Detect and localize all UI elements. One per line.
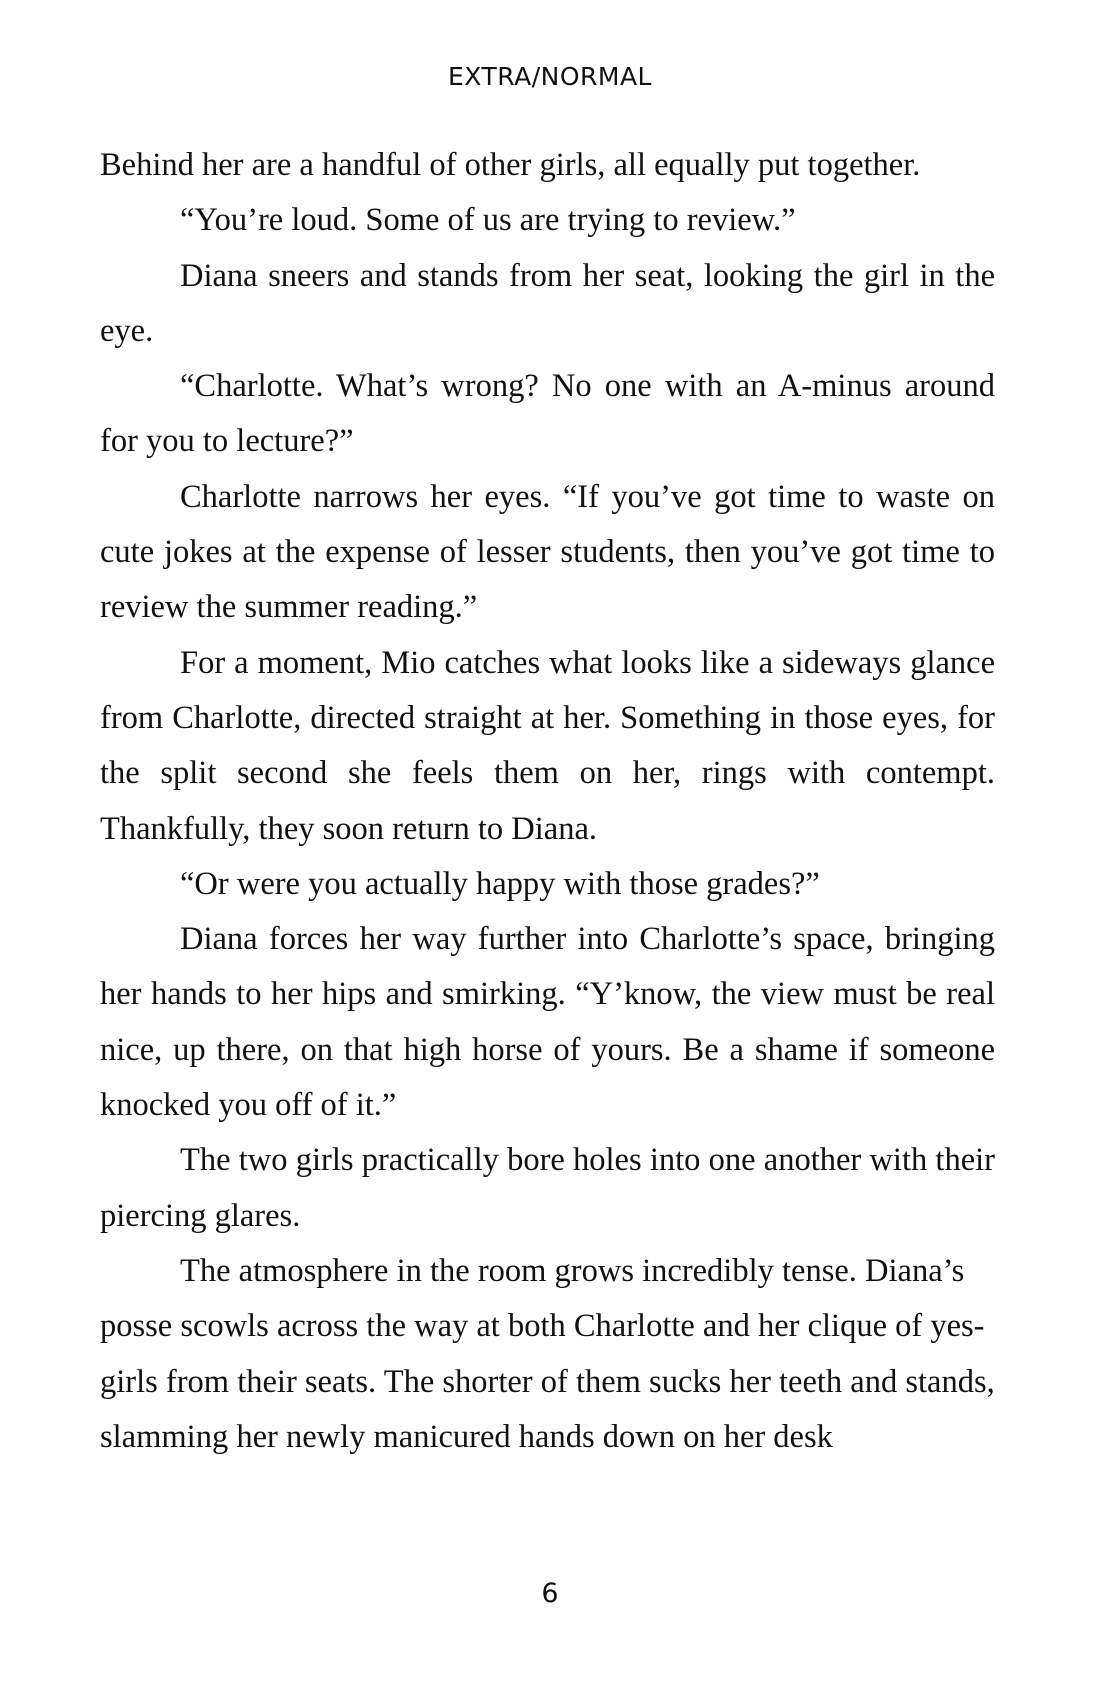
paragraph: “Or were you actually happy with those grades?”: [180, 865, 820, 902]
paragraph: Charlotte narrows her eyes. “If you’ve got time to waste on cute jokes at the expense of lesser students, then you’ve got time to review the summer reading.”: [100, 478, 995, 626]
paragraph: “Charlotte. What’s wrong? No one with an A-minus around for you to lecture?”: [100, 368, 995, 460]
paragraph: The two girls practically bore holes into one another with their piercing glares.: [100, 1142, 995, 1234]
paragraph: Diana sneers and stands from her seat, looking the girl in the eye.: [100, 257, 995, 349]
paragraph: For a moment, Mio catches what looks like a sideways glance from Charlotte, directed straight at her. Something in those eyes, for the split second she feels them on her, rings with contempt. Thankfully, they soon return to Diana.: [100, 644, 995, 847]
body-text: [100, 138, 995, 1465]
paragraph: Diana forces her way further into Charlotte’s space, bringing her hands to her hips and smirking. “Y’know, the view must be real nice, up there, on that high horse of yours. Be a shame if someone knocked you off of it.”: [100, 921, 995, 1124]
paragraph: The atmosphere in the room grows incredibly tense. Diana’s posse scowls across the way at both Charlotte and her clique of yes-girls from their seats. The shorter of them sucks her teeth and stands, slamming her newly manicured hands down on her desk: [100, 1252, 995, 1455]
paragraph: “You’re loud. Some of us are trying to review.”: [180, 202, 796, 239]
paragraph: Behind her are a handful of other girls, all equally put together.: [100, 147, 921, 183]
running-header: EXTRA/NORMAL: [448, 62, 652, 91]
page-number: 6: [541, 1578, 559, 1609]
